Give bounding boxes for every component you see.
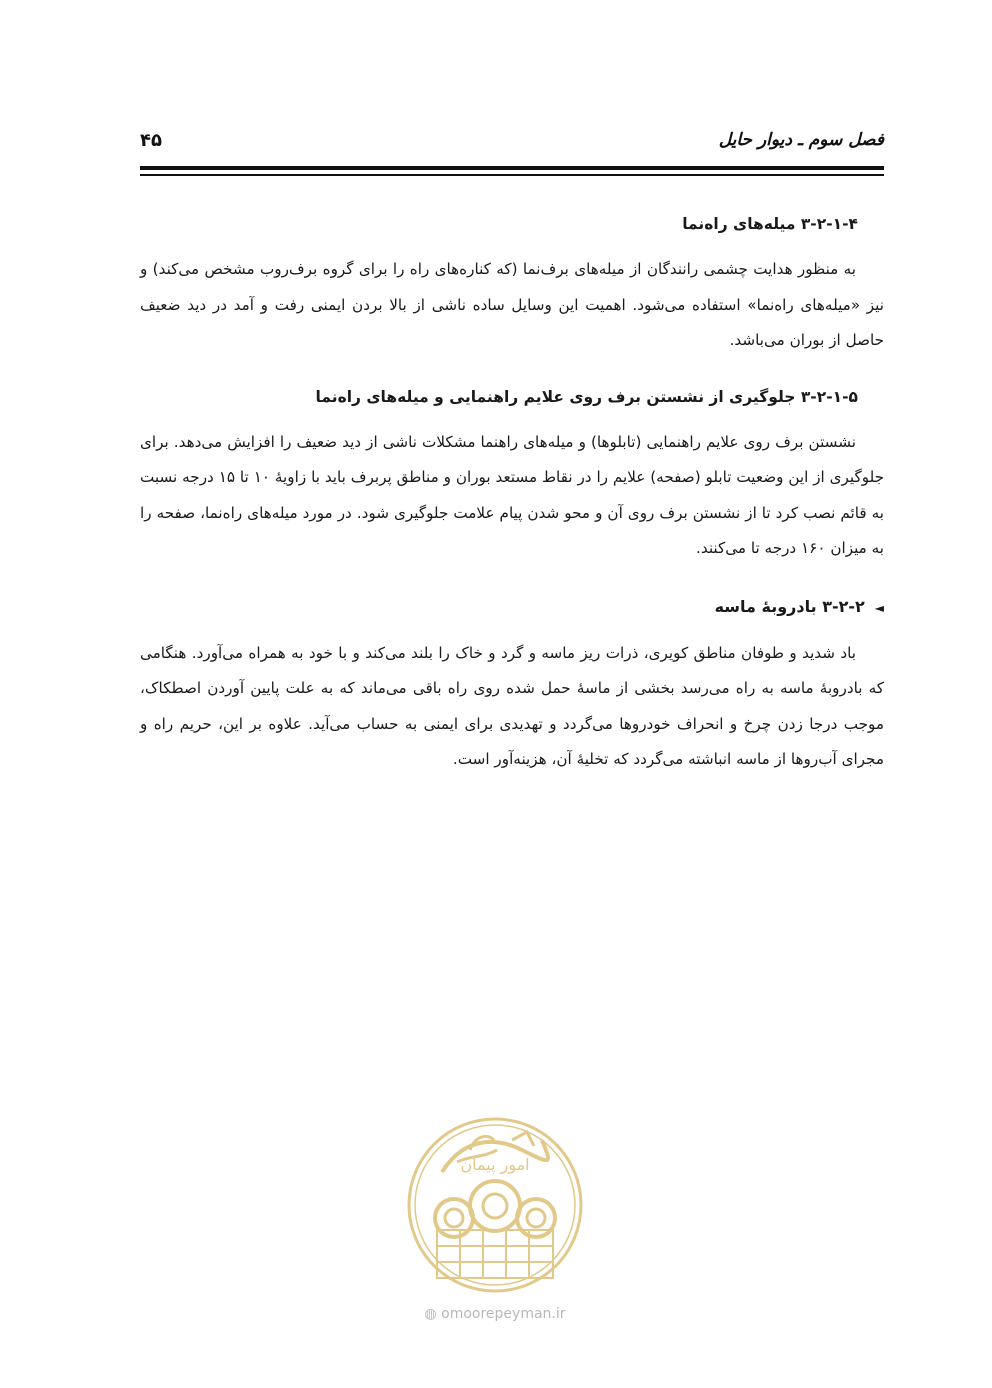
triangle-marker-icon: ◄ <box>874 600 884 615</box>
logo-text: امور پیمان <box>460 1155 530 1174</box>
section-heading: ۳-۲-۱-۵ جلوگیری از نشستن برف روی علایم راهنمایی و میله‌های راه‌نما <box>315 387 858 406</box>
section-paragraph: به منظور هدایت چشمی رانندگان از میله‌های برف‌نما (که کناره‌های راه را برای گروه برف‌روب مشخص می‌کند) و نیز «میله‌های راه‌نما» استفاده می‌شود. اهمیت این وسایل ساده ناشی از بالا بردن ایمنی رفت و آمد در دید ضعیف حاصل از بوران می‌باشد. <box>140 260 884 349</box>
header-rule-thick <box>140 166 884 170</box>
page-header <box>140 126 884 160</box>
publisher-watermark <box>390 1110 600 1350</box>
watermark-url <box>390 1306 600 1322</box>
header-rule-thin <box>140 174 884 176</box>
chapter-title: فصل سوم ـ دیوار حایل <box>718 130 884 150</box>
main-section-heading-text: ۳-۲-۲ بادروبهٔ ماسه <box>714 596 865 616</box>
main-section-heading <box>140 593 884 622</box>
section-paragraph: باد شدید و طوفان مناطق کویری، ذرات ریز ماسه و گرد و خاک را بلند می‌کند و با خود به همراه می‌آورد. هنگامی که بادروبهٔ ماسه به راه می‌رسد بخشی از ماسهٔ حمل شده روی راه باقی می‌ماند که به علت پایین آوردن اصطکاک، موجب درجا زدن چرخ و انحراف خودروها می‌گردد و تهدیدی برای ایمنی به حساب می‌آید. علاوه بر این، حریم راه و مجرای آب‌روها از ماسه انباشته می‌گردد که تخلیهٔ آن، هزینه‌آور است. <box>140 643 884 768</box>
watermark-url-text: omoorepeyman.ir <box>441 1306 566 1322</box>
section-paragraph: نشستن برف روی علایم راهنمایی (تابلوها) و میله‌های راهنما مشکلات ناشی از دید ضعیف را افزایش می‌دهد. برای جلوگیری از این وضعیت تابلو (صفحه) علایم را در نقاط مستعد بوران و مناطق پربرف باید با زاویهٔ ۱۰ تا ۱۵ درجه نسبت به قائم نصب کرد تا از نشستن برف روی آن و محو شدن پیام علامت جلوگیری شود. در مورد میله‌های راه‌نما، صفحه را به میزان ۱۶۰ درجه تا می‌کنند. <box>140 432 885 557</box>
globe-icon: ◍ <box>424 1306 442 1322</box>
page-body <box>140 210 884 792</box>
page-number: ۴۵ <box>140 130 162 151</box>
publisher-logo-icon <box>402 1110 588 1300</box>
section-heading: ۳-۲-۱-۴ میله‌های راه‌نما <box>682 215 858 233</box>
